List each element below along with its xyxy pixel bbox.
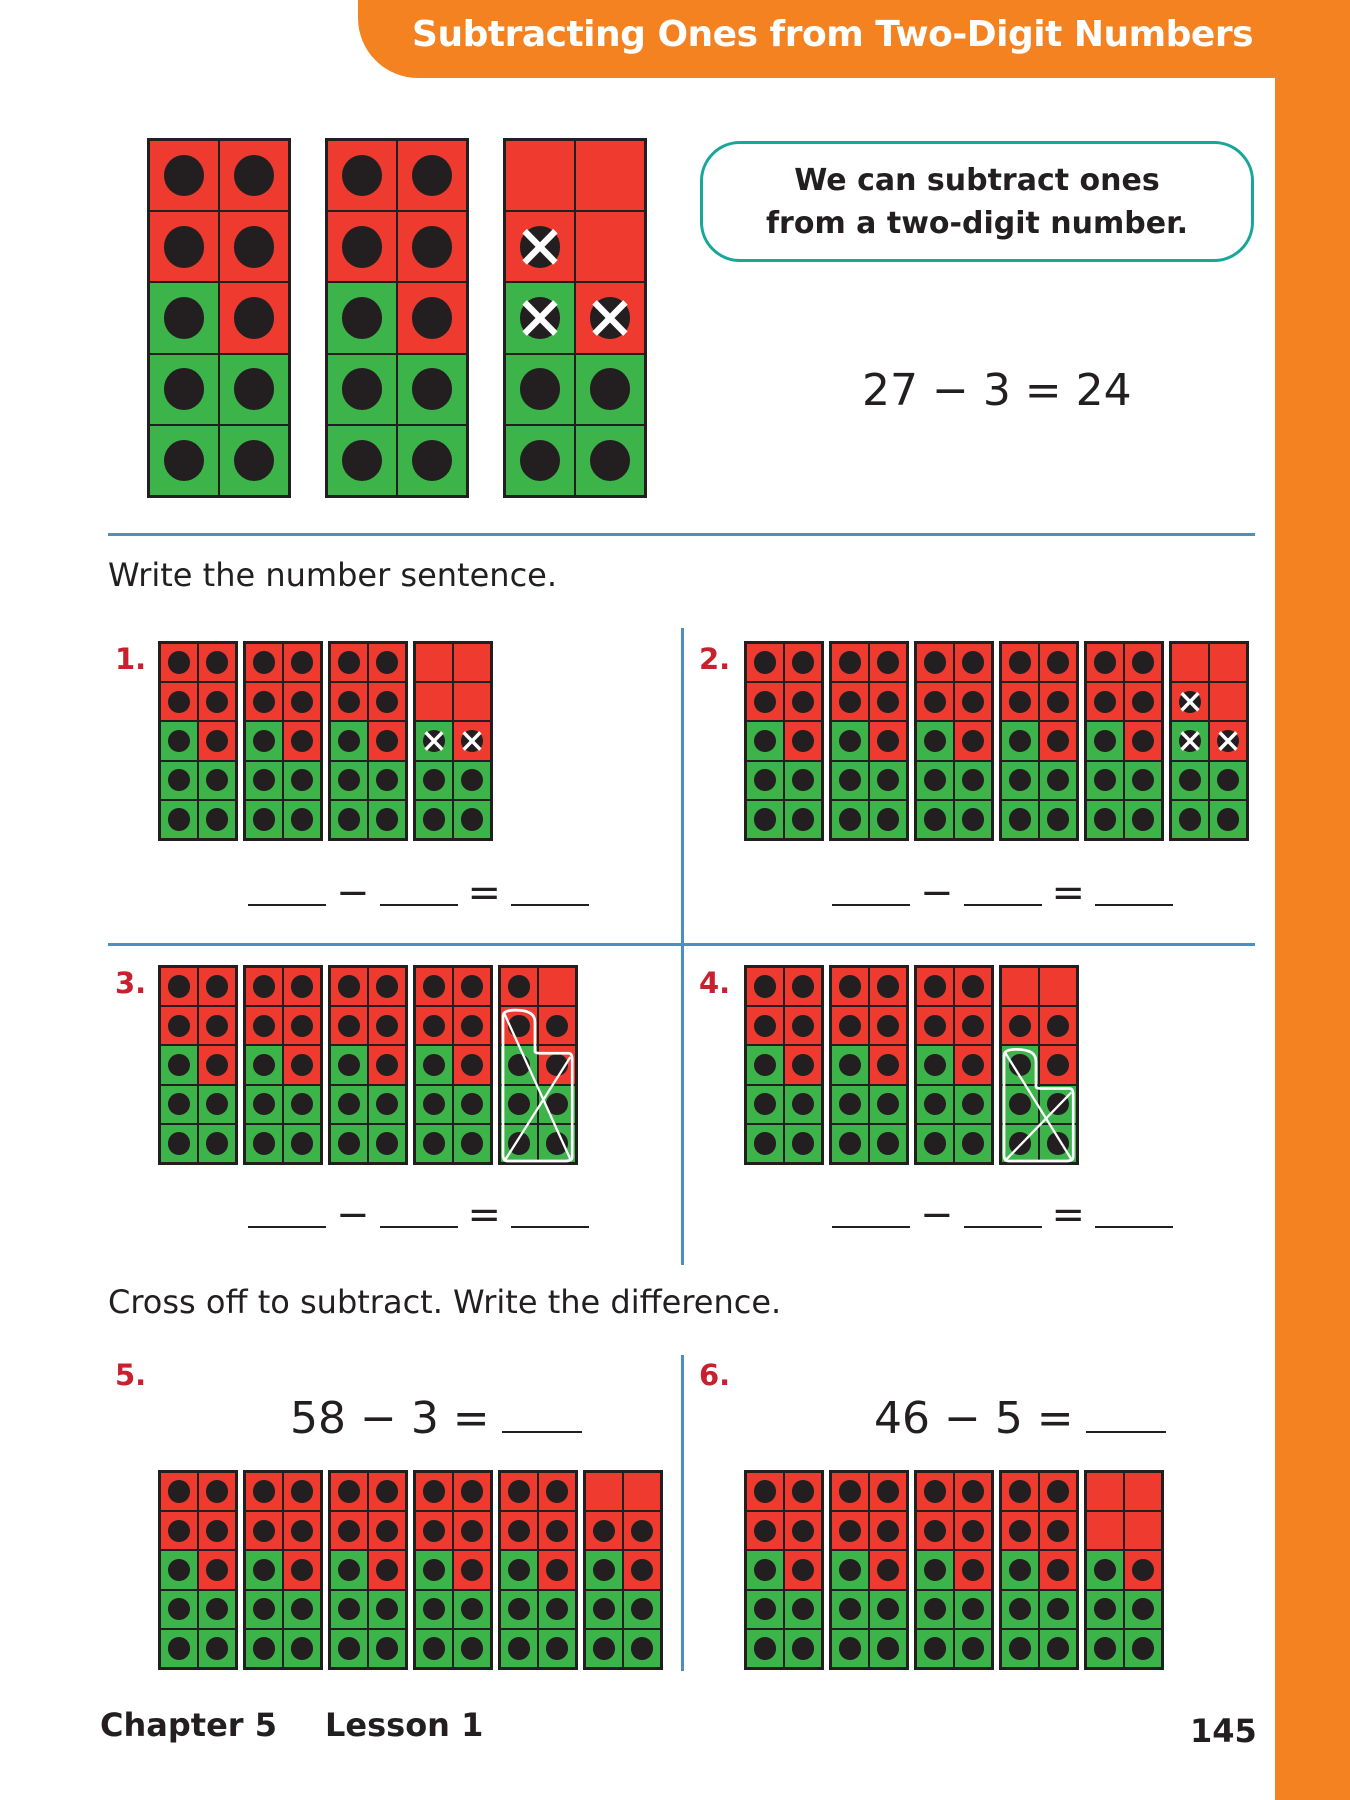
example-equation: 27 − 3 = 24 (862, 365, 1132, 416)
ten-frame (999, 965, 1079, 1165)
ten-frame (829, 1470, 909, 1670)
ten-frame (498, 1470, 578, 1670)
equals-sign: = (1051, 1192, 1086, 1238)
answer-blank[interactable] (964, 1192, 1042, 1228)
side-strip (1275, 0, 1350, 1800)
callout-line-1: We can subtract ones (794, 163, 1160, 198)
ten-frame (243, 1470, 323, 1670)
ten-frame (147, 138, 291, 498)
minus-sign: − (920, 1192, 954, 1238)
answer-blank[interactable] (511, 1192, 589, 1228)
problem-number: 1. (115, 642, 147, 676)
ten-frame (158, 641, 238, 841)
problem-equation (290, 1393, 582, 1444)
ten-frame (328, 965, 408, 1165)
equals-sign: = (467, 870, 502, 916)
ten-frame (498, 965, 578, 1165)
ten-frame (413, 1470, 493, 1670)
ten-frame (413, 965, 493, 1165)
problem-number: 2. (699, 642, 731, 676)
ten-frame (503, 138, 647, 498)
cross-off-mark-icon (595, 302, 626, 333)
ten-frame (158, 965, 238, 1165)
ten-frame (744, 1470, 824, 1670)
minus-sign: − (336, 870, 370, 916)
chapter-label: Chapter 5 (100, 1706, 277, 1744)
answer-blank[interactable] (380, 870, 458, 906)
title-banner (358, 0, 1275, 78)
cross-off-mark-icon (426, 732, 443, 749)
cross-off-mark-icon (1182, 732, 1199, 749)
divider (108, 533, 1255, 536)
answer-blank[interactable] (248, 870, 326, 906)
problem-number: 4. (699, 966, 731, 1000)
ten-frame (1169, 641, 1249, 841)
instruction-2: Cross off to subtract. Write the difference. (108, 1283, 782, 1321)
page-number: 145 (1190, 1712, 1257, 1750)
page-title: Subtracting Ones from Two-Digit Numbers (412, 14, 1253, 55)
problem-equation (874, 1393, 1166, 1444)
answer-blank[interactable] (832, 1192, 910, 1228)
cross-off-mark-icon (525, 302, 556, 333)
number-sentence-blanks (248, 1192, 589, 1238)
ten-frame (914, 641, 994, 841)
problem-number: 3. (115, 966, 147, 1000)
answer-blank[interactable] (502, 1397, 582, 1433)
ten-frame (999, 1470, 1079, 1670)
ten-frame (158, 1470, 238, 1670)
ten-frame (328, 641, 408, 841)
ten-frame (243, 641, 323, 841)
ten-frame (328, 1470, 408, 1670)
answer-blank[interactable] (964, 870, 1042, 906)
answer-blank[interactable] (511, 870, 589, 906)
ten-frame (1084, 641, 1164, 841)
instruction-1: Write the number sentence. (108, 556, 558, 594)
number-sentence-blanks (832, 1192, 1173, 1238)
divider (108, 943, 1255, 946)
ten-frame (243, 965, 323, 1165)
problem-number: 6. (699, 1358, 731, 1392)
number-sentence-blanks (248, 870, 589, 916)
ten-frame (325, 138, 469, 498)
answer-blank[interactable] (1095, 870, 1173, 906)
cross-off-mark-icon (1182, 693, 1199, 710)
equation-text: 46 − 5 = (874, 1393, 1074, 1444)
minus-sign: − (336, 1192, 370, 1238)
answer-blank[interactable] (1095, 1192, 1173, 1228)
lesson-label: Lesson 1 (325, 1706, 484, 1744)
ten-frame (1084, 1470, 1164, 1670)
answer-blank[interactable] (832, 870, 910, 906)
callout-box (700, 141, 1254, 262)
ten-frame (744, 965, 824, 1165)
minus-sign: − (920, 870, 954, 916)
ten-frame (829, 641, 909, 841)
equation-text: 58 − 3 = (290, 1393, 490, 1444)
cross-off-mark-icon (525, 231, 556, 262)
cross-off-mark-icon (464, 732, 481, 749)
answer-blank[interactable] (380, 1192, 458, 1228)
answer-blank[interactable] (1086, 1397, 1166, 1433)
cross-off-mark-icon (505, 1014, 571, 1159)
callout-line-2: from a two-digit number. (766, 206, 1188, 241)
ten-frame (744, 641, 824, 841)
cross-off-mark-icon (1006, 1053, 1072, 1159)
divider (681, 1355, 684, 1671)
equals-sign: = (467, 1192, 502, 1238)
ten-frame (914, 965, 994, 1165)
cross-off-mark-icon (1220, 732, 1237, 749)
ten-frame (999, 641, 1079, 841)
answer-blank[interactable] (248, 1192, 326, 1228)
ten-frame (413, 641, 493, 841)
equals-sign: = (1051, 870, 1086, 916)
ten-frame (914, 1470, 994, 1670)
ten-frame (583, 1470, 663, 1670)
problem-number: 5. (115, 1358, 147, 1392)
ten-frame (829, 965, 909, 1165)
number-sentence-blanks (832, 870, 1173, 916)
divider (681, 628, 684, 1265)
